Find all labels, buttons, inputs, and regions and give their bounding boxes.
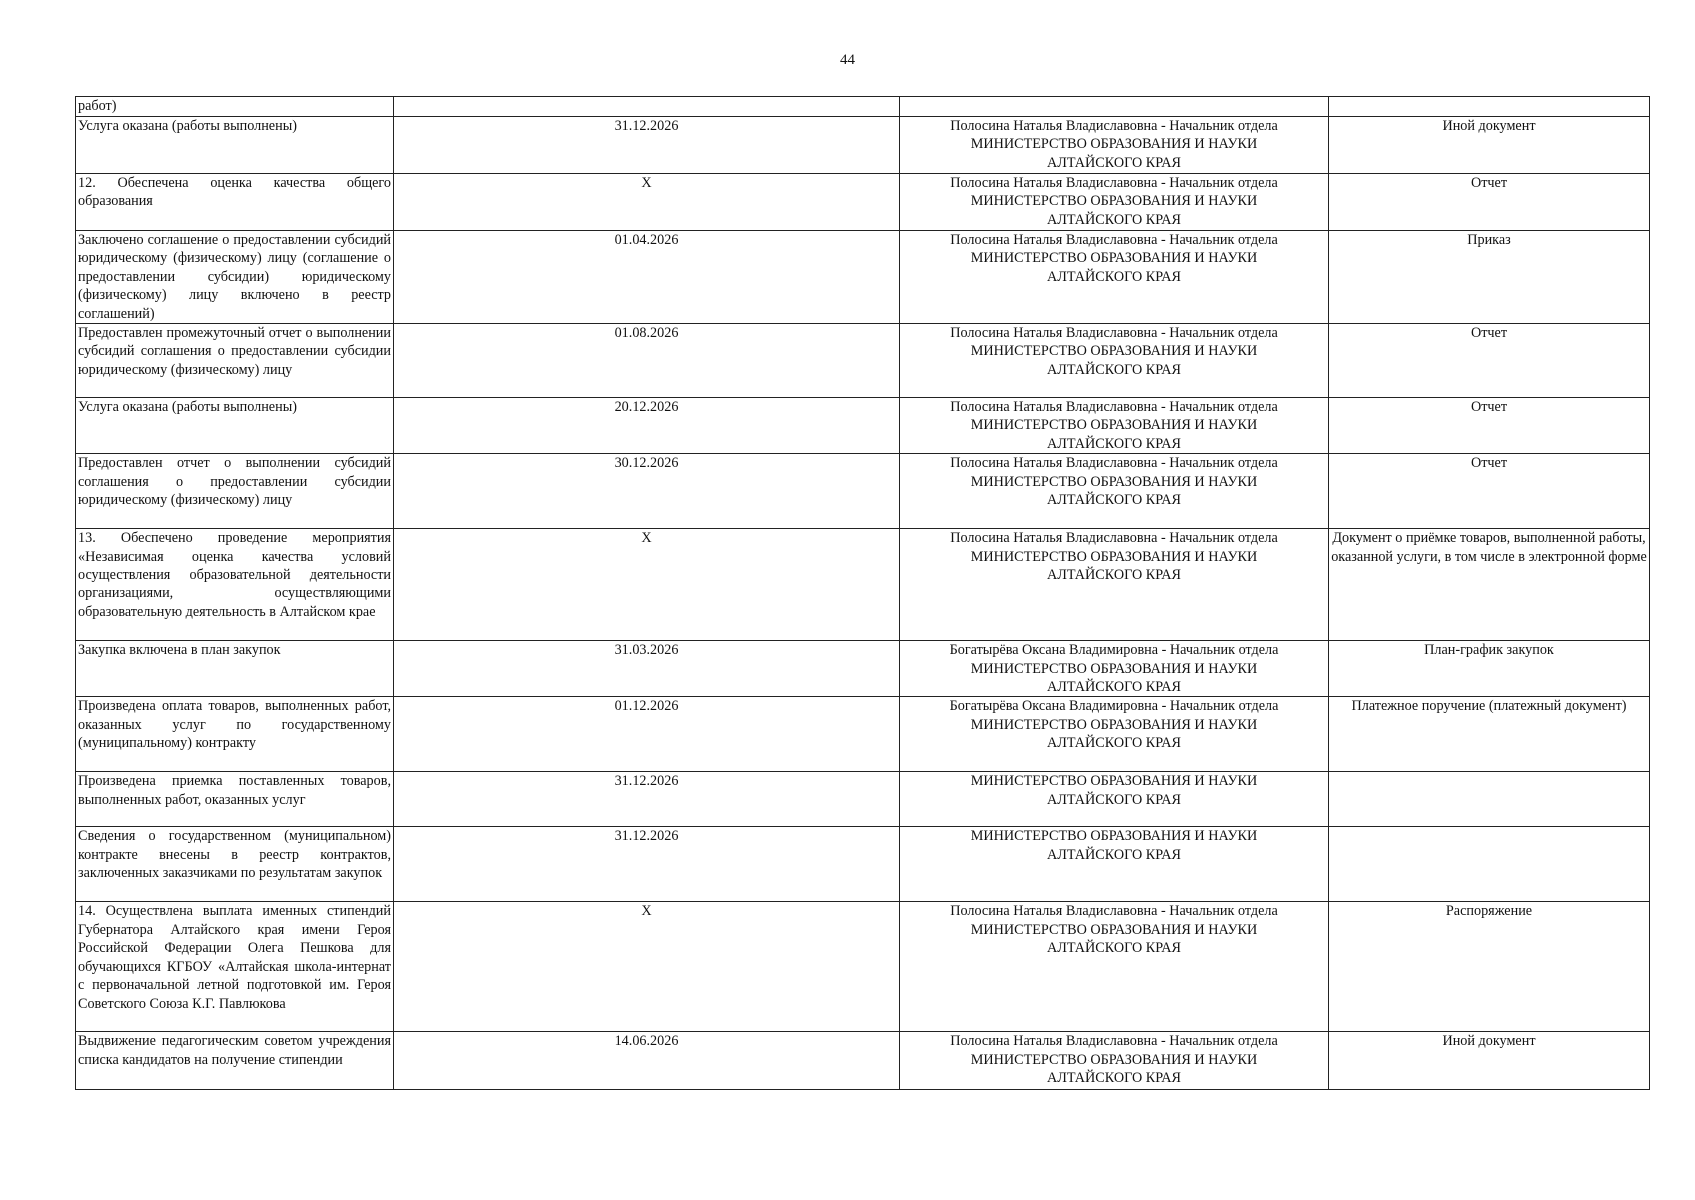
table-row [76, 697, 1650, 772]
date-cell: X [394, 902, 900, 1032]
responsible-ministry: МИНИСТЕРСТВО ОБРАЗОВАНИЯ И НАУКИ [970, 193, 1258, 210]
date-cell: 31.12.2026 [394, 117, 900, 174]
event-cell: 13. Обеспечено проведение мероприятия «Независимая оценка качества условий осуществления образовательной деятельности организациями, осуществляющими образовательную деятельность в Алтайском крае [76, 529, 394, 641]
responsible-person: Богатырёва Оксана Владимировна - Начальник отдела [949, 698, 1279, 715]
responsible-region: АЛТАЙСКОГО КРАЯ [1046, 679, 1182, 696]
event-cell: Заключено соглашение о предоставлении субсидий юридическому (физическому) лицу (соглашение о предоставлении субсидии) юридическому (физическому) лицу включено в реестр соглашений) [76, 231, 394, 324]
event-cell: Произведена приемка поставленных товаров, выполненных работ, оказанных услуг [76, 772, 394, 827]
page-number: 44 [840, 52, 855, 68]
table-row [76, 97, 1650, 117]
control-points-table [75, 96, 1650, 1090]
date-cell: 20.12.2026 [394, 398, 900, 454]
responsible-region: АЛТАЙСКОГО КРАЯ [1046, 940, 1182, 957]
responsible-region: АЛТАЙСКОГО КРАЯ [1046, 567, 1182, 584]
responsible-cell [900, 772, 1329, 827]
responsible-ministry: МИНИСТЕРСТВО ОБРАЗОВАНИЯ И НАУКИ [970, 660, 1258, 677]
date-cell: 30.12.2026 [394, 454, 900, 529]
responsible-person: Полосина Наталья Владиславовна - Начальник отдела [950, 232, 1278, 248]
responsible-region: АЛТАЙСКОГО КРАЯ [1046, 435, 1182, 452]
table-row [76, 174, 1650, 231]
table-row [76, 1032, 1650, 1090]
responsible-person: Полосина Наталья Владиславовна - Начальник отдела [950, 455, 1278, 472]
table-row [76, 827, 1650, 902]
document-cell: Приказ [1329, 231, 1650, 324]
responsible-cell [900, 117, 1329, 174]
table-row [76, 902, 1650, 1032]
responsible-person: Полосина Наталья Владиславовна - Начальник отдела [950, 175, 1278, 191]
table-row [76, 231, 1650, 324]
responsible-cell [900, 641, 1329, 697]
responsible-cell [900, 902, 1329, 1032]
document-cell: Отчет [1329, 324, 1650, 398]
date-cell: 31.12.2026 [394, 772, 900, 827]
responsible-cell [900, 398, 1329, 454]
table-row [76, 529, 1650, 641]
responsible-ministry: МИНИСТЕРСТВО ОБРАЗОВАНИЯ И НАУКИ [970, 716, 1258, 733]
event-cell: Предоставлен отчет о выполнении субсидий соглашения о предоставлении субсидии юридическому (физическому) лицу [76, 454, 394, 529]
responsible-person: Полосина Наталья Владиславовна - Начальник отдела [950, 399, 1278, 416]
responsible-cell [900, 324, 1329, 398]
responsible-ministry: МИНИСТЕРСТВО ОБРАЗОВАНИЯ И НАУКИ [970, 773, 1258, 790]
responsible-ministry: МИНИСТЕРСТВО ОБРАЗОВАНИЯ И НАУКИ [970, 250, 1258, 267]
responsible-person: Полосина Наталья Владиславовна - Начальник отдела [950, 1033, 1278, 1050]
table-row [76, 772, 1650, 827]
responsible-ministry: МИНИСТЕРСТВО ОБРАЗОВАНИЯ И НАУКИ [970, 343, 1258, 360]
responsible-region: АЛТАЙСКОГО КРАЯ [1046, 1070, 1182, 1087]
table-row [76, 454, 1650, 529]
responsible-ministry: МИНИСТЕРСТВО ОБРАЗОВАНИЯ И НАУКИ [970, 473, 1258, 490]
responsible-cell [900, 454, 1329, 529]
document-cell: Платежное поручение (платежный документ) [1329, 697, 1650, 772]
document-cell: Иной документ [1329, 117, 1650, 174]
responsible-person: Полосина Наталья Владиславовна - Начальник отдела [950, 530, 1278, 547]
responsible-region: АЛТАЙСКОГО КРАЯ [1046, 211, 1182, 228]
date-cell: 01.04.2026 [394, 231, 900, 324]
document-cell [1329, 827, 1650, 902]
responsible-cell [900, 529, 1329, 641]
date-cell: 14.06.2026 [394, 1032, 900, 1090]
date-cell: 31.03.2026 [394, 641, 900, 697]
table-row [76, 641, 1650, 697]
date-cell [394, 97, 900, 117]
responsible-region: АЛТАЙСКОГО КРАЯ [1046, 791, 1182, 808]
responsible-person: Полосина Наталья Владиславовна - Начальник отдела [950, 903, 1278, 920]
responsible-ministry: МИНИСТЕРСТВО ОБРАЗОВАНИЯ И НАУКИ [970, 1051, 1258, 1068]
document-cell: Отчет [1329, 454, 1650, 529]
responsible-cell [900, 231, 1329, 324]
responsible-person: Полосина Наталья Владиславовна - Начальник отдела [950, 325, 1278, 342]
document-cell: Распоряжение [1329, 902, 1650, 1032]
date-cell: 31.12.2026 [394, 827, 900, 902]
event-cell: Услуга оказана (работы выполнены) [76, 117, 394, 174]
document-cell: Отчет [1329, 174, 1650, 231]
responsible-region: АЛТАЙСКОГО КРАЯ [1046, 361, 1182, 378]
event-cell: работ) [76, 97, 394, 117]
date-cell: X [394, 174, 900, 231]
responsible-person: Богатырёва Оксана Владимировна - Начальник отдела [949, 642, 1279, 659]
responsible-region: АЛТАЙСКОГО КРАЯ [1046, 735, 1182, 752]
responsible-ministry: МИНИСТЕРСТВО ОБРАЗОВАНИЯ И НАУКИ [970, 417, 1258, 434]
event-cell: Предоставлен промежуточный отчет о выполнении субсидий соглашения о предоставлении субсидии юридическому (физическому) лицу [76, 324, 394, 398]
event-cell: Выдвижение педагогическим советом учреждения списка кандидатов на получение стипендии [76, 1032, 394, 1090]
event-cell: 14. Осуществлена выплата именных стипендий Губернатора Алтайского края имени Героя Российской Федерации Олега Пешкова для обучающихся КГБОУ «Алтайская школа-интернат с первоначальной летной подготовкой им. Героя Советского Союза К.Г. Павлюкова [76, 902, 394, 1032]
date-cell: X [394, 529, 900, 641]
responsible-ministry: МИНИСТЕРСТВО ОБРАЗОВАНИЯ И НАУКИ [970, 921, 1258, 938]
document-cell [1329, 97, 1650, 117]
responsible-cell [900, 174, 1329, 231]
responsible-cell [900, 1032, 1329, 1090]
date-cell: 01.12.2026 [394, 697, 900, 772]
responsible-cell [900, 97, 1329, 117]
event-cell: Сведения о государственном (муниципальном) контракте внесены в реестр контрактов, заключенных заказчиками по результатам закупок [76, 827, 394, 902]
event-cell: Произведена оплата товаров, выполненных работ, оказанных услуг по государственному (муниципальному) контракту [76, 697, 394, 772]
event-cell: Услуга оказана (работы выполнены) [76, 398, 394, 454]
responsible-ministry: МИНИСТЕРСТВО ОБРАЗОВАНИЯ И НАУКИ [970, 136, 1258, 153]
table-row [76, 398, 1650, 454]
table-row [76, 324, 1650, 398]
responsible-ministry: МИНИСТЕРСТВО ОБРАЗОВАНИЯ И НАУКИ [970, 828, 1258, 845]
responsible-ministry: МИНИСТЕРСТВО ОБРАЗОВАНИЯ И НАУКИ [970, 548, 1258, 565]
responsible-region: АЛТАЙСКОГО КРАЯ [1046, 492, 1182, 509]
document-cell: План-график закупок [1329, 641, 1650, 697]
document-cell: Отчет [1329, 398, 1650, 454]
responsible-region: АЛТАЙСКОГО КРАЯ [1046, 846, 1182, 863]
document-cell [1329, 772, 1650, 827]
event-cell: 12. Обеспечена оценка качества общего образования [76, 174, 394, 231]
document-cell: Документ о приёмке товаров, выполненной работы, оказанной услуги, в том числе в электронной форме [1329, 529, 1650, 641]
date-cell: 01.08.2026 [394, 324, 900, 398]
responsible-person: Полосина Наталья Владиславовна - Начальник отдела [950, 118, 1278, 134]
table-row [76, 117, 1650, 174]
responsible-cell [900, 827, 1329, 902]
responsible-cell [900, 697, 1329, 772]
document-cell: Иной документ [1329, 1032, 1650, 1090]
responsible-region: АЛТАЙСКОГО КРАЯ [1046, 154, 1182, 171]
event-cell: Закупка включена в план закупок [76, 641, 394, 697]
responsible-region: АЛТАЙСКОГО КРАЯ [1046, 268, 1182, 285]
